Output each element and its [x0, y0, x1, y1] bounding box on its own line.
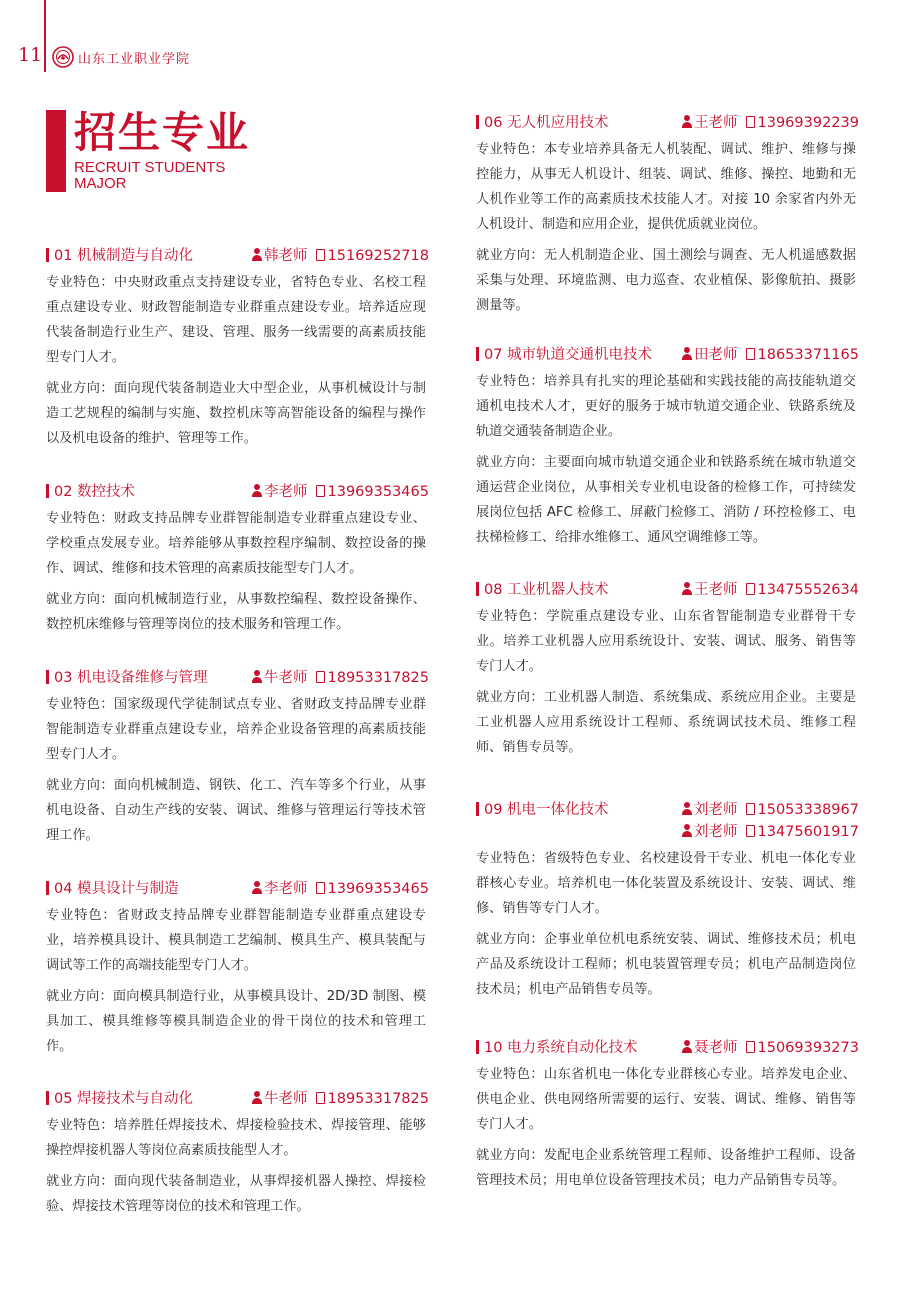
title-english-line1: RECRUIT STUDENTS	[74, 159, 226, 176]
major-name: 09 机电一体化技术	[484, 802, 609, 818]
major-name: 10 电力系统自动化技术	[484, 1040, 638, 1056]
section-marker	[46, 484, 49, 498]
major-career: 就业方向：工业机器人制造、系统集成、系统应用企业。主要是工业机器人应用系统设计工程师、系统调试技术员、维修工程师、销售专员等。	[476, 690, 856, 755]
major-career: 就业方向：面向现代装备制造业大中型企业，从事机械设计与制造工艺规程的编制与实施、数控机床等高智能设备的编程与操作以及机电设备的维护、管理等工作。	[46, 381, 426, 446]
page-number: 11	[18, 44, 43, 66]
teacher-name: 刘老师	[694, 824, 738, 840]
major-header	[476, 798, 859, 842]
teacher-name: 聂老师	[694, 1040, 738, 1056]
teacher-phone: 18953317825	[327, 1091, 429, 1107]
major-section-01	[46, 244, 429, 451]
major-feature: 专业特色：学院重点建设专业、山东省智能制造专业群骨干专业。培养工业机器人应用系统设计、安装、调试、服务、销售等专门人才。	[476, 609, 856, 674]
phone-icon	[746, 825, 755, 837]
major-contact	[682, 798, 859, 820]
section-marker	[476, 1040, 479, 1054]
phone-icon	[316, 485, 325, 497]
major-contact	[682, 1036, 859, 1058]
major-career: 就业方向：面向机械制造行业，从事数控编程、数控设备操作、数控机床维修与管理等岗位的技术服务和管理工作。	[46, 592, 426, 632]
person-icon	[252, 1091, 262, 1104]
major-section-09	[476, 798, 859, 1002]
major-section-02	[46, 480, 429, 637]
person-icon	[682, 582, 692, 595]
major-section-03	[46, 666, 429, 848]
person-icon	[682, 1040, 692, 1053]
major-career: 就业方向：面向模具制造行业，从事模具设计、2D/3D 制图、模具加工、模具维修等模具制造企业的骨干岗位的技术和管理工作。	[46, 989, 426, 1054]
major-feature: 专业特色：山东省机电一体化专业群核心专业。培养发电企业、供电企业、供电网络所需要的运行、安装、调试、维修、销售等专门人才。	[476, 1067, 856, 1132]
major-contact	[252, 877, 429, 899]
teacher-name: 田老师	[694, 347, 738, 363]
phone-icon	[746, 348, 755, 360]
major-contact	[252, 244, 429, 266]
major-contact	[252, 1087, 429, 1109]
major-section-10	[476, 1036, 859, 1193]
major-name: 05 焊接技术与自动化	[54, 1091, 194, 1107]
phone-icon	[316, 249, 325, 261]
major-feature: 专业特色：本专业培养具备无人机装配、调试、维护、维修与操控能力，从事无人机设计、组装、调试、维修、操控、地勤和无人机作业等工作的高素质技术技能人才。对接 10 余家省内外无人机设计、制造和应用企业，提供优质就业岗位。	[476, 142, 856, 232]
phone-icon	[746, 803, 755, 815]
major-career: 就业方向：主要面向城市轨道交通企业和铁路系统在城市轨道交通运营企业岗位，从事相关专业机电设备的检修工作，可持续发展岗位包括 AFC 检修工、屏蔽门检修工、消防 / 环控检修工、电扶梯检修工、给排水维修工、通风空调维修工等。	[476, 455, 856, 545]
major-name: 06 无人机应用技术	[484, 115, 609, 131]
teacher-phone: 18953317825	[327, 670, 429, 686]
teacher-name: 韩老师	[264, 248, 308, 264]
teacher-phone: 13969353465	[327, 881, 429, 897]
major-header	[46, 1087, 429, 1109]
phone-icon	[316, 671, 325, 683]
major-career: 就业方向：面向机械制造、钢铁、化工、汽车等多个行业，从事机电设备、自动生产线的安装、调试、维修与管理运行等技术管理工作。	[46, 778, 426, 843]
person-icon	[252, 881, 262, 894]
person-icon	[682, 802, 692, 815]
person-icon	[682, 824, 692, 837]
major-contact	[682, 111, 859, 133]
major-header	[46, 480, 429, 502]
section-marker	[46, 881, 49, 895]
teacher-name: 李老师	[264, 881, 308, 897]
teacher-name: 刘老师	[694, 802, 738, 818]
major-name: 02 数控技术	[54, 484, 136, 500]
teacher-name: 牛老师	[264, 1091, 308, 1107]
teacher-phone: 15169252718	[327, 248, 429, 264]
teacher-name: 李老师	[264, 484, 308, 500]
major-header	[476, 343, 859, 365]
major-contact	[682, 343, 859, 365]
section-marker	[46, 670, 49, 684]
person-icon	[682, 347, 692, 360]
major-header	[46, 877, 429, 899]
phone-icon	[746, 583, 755, 595]
major-feature: 专业特色：培养胜任焊接技术、焊接检验技术、焊接管理、能够操控焊接机器人等岗位高素质技能型人才。	[46, 1118, 426, 1158]
person-icon	[682, 115, 692, 128]
teacher-phone: 13475552634	[757, 582, 859, 598]
page-title: 招生专业	[74, 108, 251, 157]
page-title-english	[74, 160, 225, 192]
major-header	[476, 578, 859, 600]
major-contact	[252, 480, 429, 502]
major-header	[476, 1036, 859, 1058]
major-section-07	[476, 343, 859, 550]
major-career: 就业方向：面向现代装备制造业，从事焊接机器人操控、焊接检验、焊接技术管理等岗位的技术和管理工作。	[46, 1174, 426, 1214]
major-feature: 专业特色：省财政支持品牌专业群智能制造专业群重点建设专业，培养模具设计、模具制造工艺编制、模具生产、模具装配与调试等工作的高端技能型专门人才。	[46, 908, 426, 973]
major-header	[46, 244, 429, 266]
section-marker	[476, 802, 479, 816]
teacher-phone: 13969353465	[327, 484, 429, 500]
major-feature: 专业特色：中央财政重点支持建设专业，省特色专业、名校工程重点建设专业、财政智能制造专业群重点建设专业。培养适应现代装备制造行业生产、建设、管理、服务一线需要的高素质技能型专门人才。	[46, 275, 426, 365]
phone-icon	[316, 882, 325, 894]
section-marker	[476, 115, 479, 129]
section-marker	[46, 1091, 49, 1105]
major-name: 03 机电设备维修与管理	[54, 670, 208, 686]
major-feature: 专业特色：培养具有扎实的理论基础和实践技能的高技能轨道交通机电技术人才，更好的服务于城市轨道交通企业、铁路系统及轨道交通装备制造企业。	[476, 374, 856, 439]
major-name: 08 工业机器人技术	[484, 582, 609, 598]
person-icon	[252, 484, 262, 497]
major-header	[476, 111, 859, 133]
title-accent-bar	[46, 110, 66, 192]
section-marker	[476, 582, 479, 596]
major-section-04	[46, 877, 429, 1059]
teacher-name: 牛老师	[264, 670, 308, 686]
major-name: 07 城市轨道交通机电技术	[484, 347, 653, 363]
header-divider-line	[44, 0, 46, 72]
major-section-08	[476, 578, 859, 760]
teacher-phone: 18653371165	[757, 347, 859, 363]
major-contact	[682, 578, 859, 600]
major-career: 就业方向：无人机制造企业、国土测绘与调查、无人机遥感数据采集与处理、环境监测、电力巡查、农业植保、影像航拍、摄影测量等。	[476, 248, 856, 313]
major-feature: 专业特色：省级特色专业、名校建设骨干专业、机电一体化专业群核心专业。培养机电一体化装置及系统设计、安装、调试、维修、销售等专门人才。	[476, 851, 856, 916]
school-name: 山东工业职业学院	[78, 52, 191, 67]
major-feature: 专业特色：国家级现代学徒制试点专业、省财政支持品牌专业群智能制造专业群重点建设专业，培养企业设备管理的高素质技能型专门人才。	[46, 697, 426, 762]
major-feature: 专业特色：财政支持品牌专业群智能制造专业群重点建设专业、学校重点发展专业。培养能够从事数控程序编制、数控设备的操作、调试、维修和技术管理的高素质技能型专门人才。	[46, 511, 426, 576]
teacher-phone: 13969392239	[757, 115, 859, 131]
phone-icon	[746, 1041, 755, 1053]
section-marker	[476, 347, 479, 361]
major-career: 就业方向：发配电企业系统管理工程师、设备维护工程师、设备管理技术员；用电单位设备管理技术员；电力产品销售专员等。	[476, 1148, 856, 1188]
teacher-phone: 15053338967	[757, 802, 859, 818]
teacher-name: 王老师	[694, 115, 738, 131]
person-icon	[252, 670, 262, 683]
major-contact	[252, 666, 429, 688]
major-section-05	[46, 1087, 429, 1219]
major-section-06	[476, 111, 859, 318]
major-contact	[682, 820, 859, 842]
major-name: 01 机械制造与自动化	[54, 248, 194, 264]
teacher-phone: 13475601917	[757, 824, 859, 840]
phone-icon	[746, 116, 755, 128]
title-english-line2: MAJOR	[74, 175, 127, 192]
phone-icon	[316, 1092, 325, 1104]
major-name: 04 模具设计与制造	[54, 881, 179, 897]
major-career: 就业方向：企事业单位机电系统安装、调试、维修技术员；机电产品及系统设计工程师；机电装置管理专员；机电产品制造岗位技术员；机电产品销售专员等。	[476, 932, 856, 997]
major-header	[46, 666, 429, 688]
teacher-name: 王老师	[694, 582, 738, 598]
section-marker	[46, 248, 49, 262]
teacher-phone: 15069393273	[757, 1040, 859, 1056]
school-logo-icon	[52, 46, 74, 68]
person-icon	[252, 248, 262, 261]
